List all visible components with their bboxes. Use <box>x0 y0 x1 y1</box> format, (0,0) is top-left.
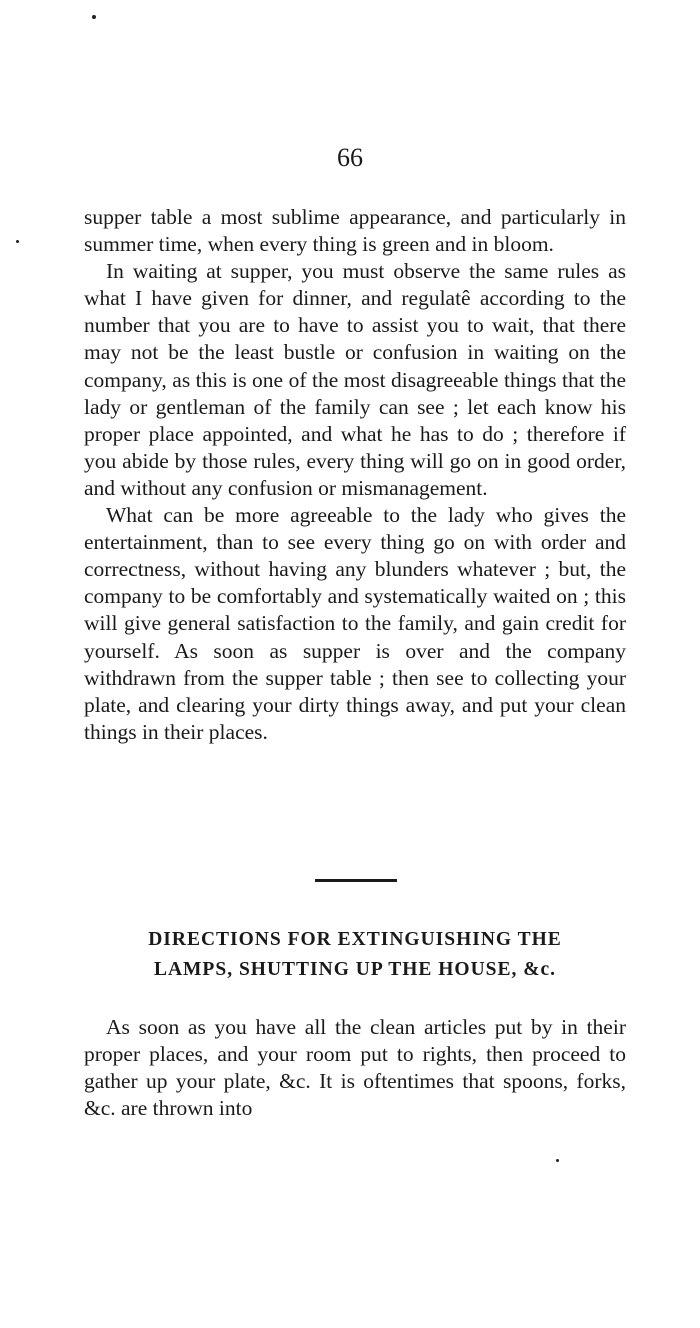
section-heading-line-2: LAMPS, SHUTTING UP THE HOUSE, &c. <box>153 959 557 980</box>
lower-text-block <box>84 1014 626 1122</box>
upper-text-block <box>84 204 626 746</box>
ink-speck <box>16 240 19 243</box>
paragraph-clean-articles: As soon as you have all the clean articles put by in their proper places, and your room put to rights, then proceed to gather up your plate, &c. It is oftentimes that spoons, forks, &c. are thrown into <box>84 1015 626 1121</box>
section-heading <box>84 925 626 985</box>
section-heading-line-1: DIRECTIONS FOR EXTINGUISHING THE <box>148 929 562 950</box>
continuation-paragraph: supper table a most sublime appearance, and particularly in summer time, when every thing is green and in bloom. <box>84 205 626 257</box>
ink-speck <box>556 1159 559 1162</box>
page-number: 66 <box>337 143 363 172</box>
ink-speck <box>92 15 96 19</box>
paragraph-agreeable-to-lady: What can be more agreeable to the lady who gives the entertainment, than to see every thing go on with order and correctness, without having any blunders whatever ; but, the company to be comfortably and systematically waited on ; this will give general satisfaction to the family, and gain credit for yourself. As soon as supper is over and the company withdrawn from the supper table ; then see to collecting your plate, and clearing your dirty things away, and put your clean things in their places. <box>84 503 626 744</box>
section-divider <box>315 879 397 882</box>
paragraph-waiting-at-supper: In waiting at supper, you must observe the same rules as what I have given for dinner, and regulatê according to the number that you are to have to assist you to wait, that there may not be the least bustle or confusion in waiting on the company, as this is one of the most disagreeable things that the lady or gentleman of the family can see ; let each know his proper place appointed, and what he has to do ; therefore if you abide by those rules, every thing will go on in good order, and without any confusion or mismanagement. <box>84 259 626 500</box>
